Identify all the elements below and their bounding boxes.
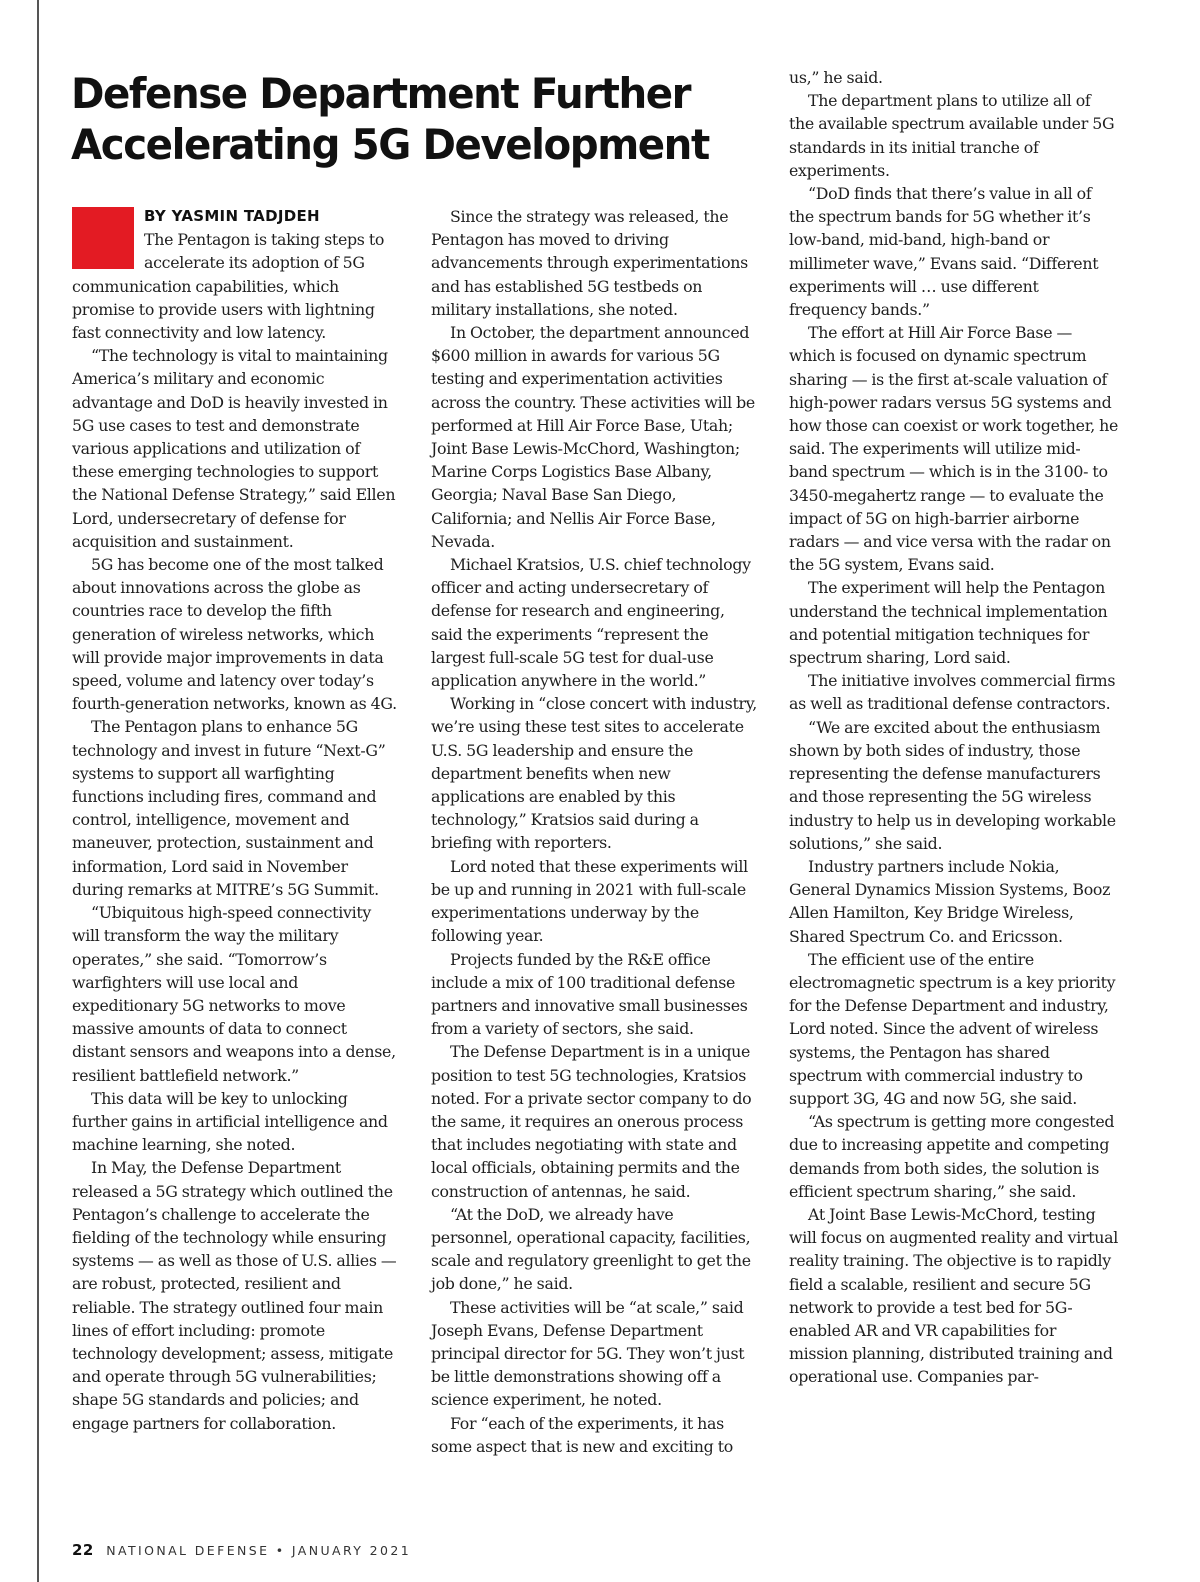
paragraph: The department plans to utilize all of the available spectrum available under 5G standards in its initial tranche of experiments. xyxy=(789,91,1115,180)
paragraph: In May, the Defense Department released a 5G strategy which outlined the Pentagon’s challenge to accelerate the fielding of the technology while ensuring systems — as well as those of U.S. allies — are robust, protected, resilient and reliable. The strategy outlined four main lines of effort including: promote technology development; assess, mitigate and operate through 5G vulnerabilities; shape 5G standards and policies; and engage partners for collaboration. xyxy=(72,1158,397,1433)
paragraph: The initiative involves commercial firms as well as traditional defense contractors. xyxy=(789,671,1116,714)
paragraph: For “each of the experiments, it has some aspect that is new and exciting to xyxy=(431,1413,733,1456)
paragraph: These activities will be “at scale,” said Joseph Evans, Defense Department principal director for 5G. They won’t just be little demonstrations showing off a science experiment, he noted. xyxy=(431,1297,745,1410)
paragraph: “Ubiquitous high-speed connectivity will transform the way the military operates,” she said. “Tomorrow’s warfighters will use local and expeditionary 5G networks to move massive amounts of data to connect distant sensors and weapons into a dense, resilient battlefield network.” xyxy=(72,903,396,1085)
paragraph: Projects funded by the R&E office include a mix of 100 traditional defense partners and innovative small businesses from a variety of sectors, she said. xyxy=(431,949,748,1039)
paragraph: The efficient use of the entire electromagnetic spectrum is a key priority for the Defense Department and industry, Lord noted. Since the advent of wireless systems, the Pentagon has shared spectrum with commercial industry to support 3G, 4G and now 5G, she said. xyxy=(789,949,1116,1108)
byline: BY YASMIN TADJDEH xyxy=(144,207,320,225)
paragraph: The Pentagon is taking steps to accelerate its adoption of 5G communication capabilities, which promise to provide users with lightning fast connectivity and low latency. xyxy=(72,230,385,343)
paragraph-continued: us,” he said. xyxy=(789,68,883,87)
paragraph: “The technology is vital to maintaining America’s military and economic advantage and DoD is heavily invested in 5G use cases to test and demonstrate various applications and utilization of these emerging technologies to support the National Defense Strategy,” said Ellen Lord, undersecretary of defense for acquisition and sustainment. xyxy=(72,346,396,551)
paragraph: At Joint Base Lewis-McChord, testing will focus on augmented reality and virtual reality training. The objective is to rapidly field a scalable, resilient and secure 5G network to provide a test bed for 5G-enabled AR and VR capabilities for mission planning, distributed training and operational use. Companies par- xyxy=(789,1204,1119,1387)
headline-line-1: Defense Department Further xyxy=(71,69,691,118)
paragraph: “As spectrum is getting more congested due to increasing appetite and competing demands from both sides, the solution is efficient spectrum sharing,” she said. xyxy=(789,1112,1115,1201)
publication-info: NATIONAL DEFENSE • JANUARY 2021 xyxy=(106,1543,412,1558)
paragraph: Industry partners include Nokia, General Dynamics Mission Systems, Booz Allen Hamilton, Key Bridge Wireless, Shared Spectrum Co. and Ericsson. xyxy=(789,856,1111,946)
article-column-1 xyxy=(72,205,398,1435)
page-footer xyxy=(72,1541,411,1559)
paragraph: “DoD finds that there’s value in all of the spectrum bands for 5G whether it’s low-band, mid-band, high-band or millimeter wave,” Evans said. “Different experiments will … use different frequency bands.” xyxy=(789,184,1099,320)
red-drop-block xyxy=(72,207,134,269)
paragraph: Michael Kratsios, U.S. chief technology officer and acting undersecretary of defense for research and engineering, said the experiments “represent the largest full-scale 5G test for dual-use application anywhere in the world.” xyxy=(431,555,751,691)
paragraph: “We are excited about the enthusiasm shown by both sides of industry, those representing the defense manufacturers and those representing the 5G wireless industry to help us in developing workable solutions,” she said. xyxy=(789,717,1116,853)
paragraph: Lord noted that these experiments will be up and running in 2021 with full-scale experimentations underway by the following year. xyxy=(431,856,748,946)
paragraph: In October, the department announced $600 million in awards for various 5G testing and experimentation activities across the country. These activities will be performed at Hill Air Force Base, Utah; Joint Base Lewis-McChord, Washington; Marine Corps Logistics Base Albany, Georgia; Naval Base San Diego, California; and Nellis Air Force Base, Nevada. xyxy=(431,323,755,551)
page-number: 22 xyxy=(72,1541,94,1559)
paragraph: The Pentagon plans to enhance 5G technology and invest in future “Next-G” systems to support all warfighting functions including fires, command and control, intelligence, movement and maneuver, protection, sustainment and information, Lord said in November during remarks at MITRE’s 5G Summit. xyxy=(72,717,386,899)
paragraph: Since the strategy was released, the Pentagon has moved to driving advancements through experimentations and has established 5G testbeds on military installations, she noted. xyxy=(431,207,748,319)
paragraph: The experiment will help the Pentagon understand the technical implementation and potential mitigation techniques for spectrum sharing, Lord said. xyxy=(789,578,1108,668)
paragraph: The effort at Hill Air Force Base — which is focused on dynamic spectrum sharing — is the first at-scale valuation of high-power radars versus 5G systems and how those can coexist or work together, he said. The experiments will utilize mid-band spectrum — which is in the 3100- to 3450-megahertz range — to evaluate the impact of 5G on high-barrier airborne radars — and vice versa with the radar on the 5G system, Evans said. xyxy=(789,323,1119,575)
paragraph: The Defense Department is in a unique position to test 5G technologies, Kratsios noted. For a private sector company to do the same, it requires an onerous process that includes negotiating with state and local officials, obtaining permits and the construction of antennas, he said. xyxy=(431,1042,752,1201)
paragraph: Working in “close concert with industry, we’re using these test sites to accelerate U.S. 5G leadership and ensure the department benefits when new applications are enabled by this technology,” Kratsios said during a briefing with reporters. xyxy=(431,694,757,853)
article-column-3 xyxy=(789,66,1119,1389)
paragraph: 5G has become one of the most talked about innovations across the globe as countries race to develop the fifth generation of wireless networks, which will provide major improvements in data speed, volume and latency over today’s fourth-generation networks, known as 4G. xyxy=(72,555,397,714)
headline-line-2: Accelerating 5G Development xyxy=(71,120,709,169)
article-column-2 xyxy=(431,205,757,1458)
paragraph: “At the DoD, we already have personnel, operational capacity, facilities, scale and regulatory greenlight to get the job done,” he said. xyxy=(431,1204,751,1294)
paragraph: This data will be key to unlocking further gains in artificial intelligence and machine learning, she noted. xyxy=(72,1088,388,1155)
page-edge-line xyxy=(37,0,39,1582)
headline xyxy=(71,68,743,170)
